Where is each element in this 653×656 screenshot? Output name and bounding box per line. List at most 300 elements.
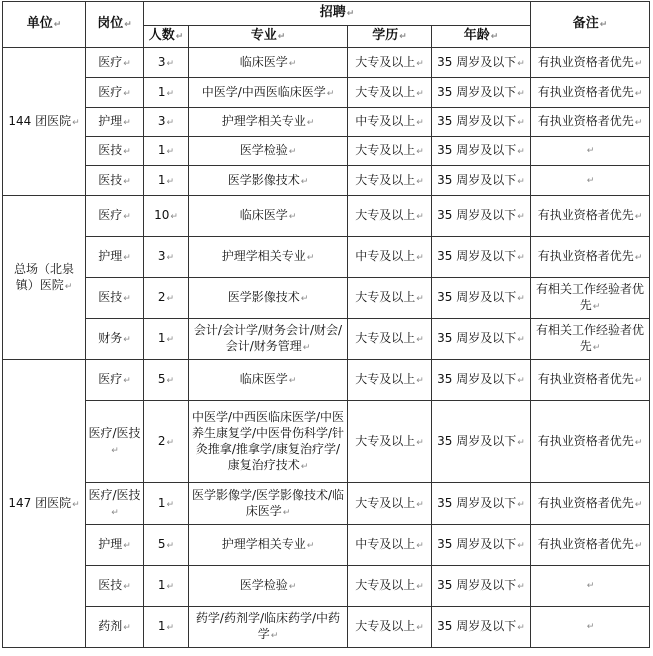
- paragraph-mark: ↵: [72, 499, 80, 510]
- note-cell: [531, 237, 650, 278]
- note-cell: [531, 360, 650, 401]
- paragraph-mark: ↵: [123, 118, 131, 128]
- note-text: 有执业资格者优先: [537, 433, 634, 448]
- post-cell: [86, 48, 144, 78]
- note-text: 有执业资格者优先: [537, 537, 634, 551]
- count-text: 1: [157, 619, 166, 633]
- education-cell: [348, 483, 432, 525]
- paragraph-mark: ↵: [166, 376, 175, 386]
- paragraph-mark: ↵: [416, 541, 424, 551]
- paragraph-mark: ↵: [302, 343, 311, 353]
- paragraph-mark: ↵: [326, 88, 335, 99]
- paragraph-mark: ↵: [64, 281, 73, 292]
- paragraph-mark: ↵: [166, 335, 175, 345]
- education-cell: [348, 137, 432, 166]
- count-cell: [144, 48, 189, 78]
- paragraph-mark: ↵: [517, 147, 525, 157]
- paragraph-mark: ↵: [123, 623, 131, 633]
- note-text: 有相关工作经验者优先: [535, 282, 644, 312]
- education-text: 大专及以上: [355, 208, 416, 222]
- paragraph-mark: ↵: [288, 58, 297, 69]
- count-text: 5: [157, 372, 166, 386]
- post-text: 医疗/医技: [88, 487, 141, 502]
- major-text: 药学/药剂学/临床药学/中药学: [195, 611, 341, 641]
- education-text: 大专及以上: [355, 578, 416, 592]
- header-count-label: 人数: [148, 28, 175, 43]
- note-text: 有执业资格者优先: [537, 54, 634, 69]
- paragraph-mark: ↵: [634, 58, 643, 69]
- post-cell: [86, 607, 144, 648]
- paragraph-mark: ↵: [399, 32, 407, 42]
- paragraph-mark: ↵: [123, 294, 131, 304]
- education-text: 大专及以上: [355, 372, 416, 386]
- count-cell: [144, 401, 189, 483]
- count-text: 3: [157, 54, 166, 69]
- note-cell: [531, 137, 650, 166]
- major-text: 中医学/中西医临床医学: [201, 84, 326, 99]
- count-cell: [144, 196, 189, 237]
- paragraph-mark: ↵: [166, 541, 175, 551]
- major-cell: [189, 319, 348, 360]
- major-text: 会计/会计学/财务会计/财会/会计/财务管理: [193, 323, 343, 353]
- major-text: 医学影像学/医学影像技术/临床医学: [191, 487, 345, 518]
- post-text: 医技: [98, 143, 123, 157]
- count-text: 2: [157, 290, 166, 304]
- note-text: 有执业资格者优先: [537, 114, 634, 128]
- paragraph-mark: ↵: [124, 20, 132, 30]
- table-row: [3, 196, 650, 237]
- major-text: 医学检验: [239, 143, 288, 157]
- age-text: 35 周岁及以下: [437, 578, 517, 592]
- note-text: 有执业资格者优先: [537, 372, 634, 386]
- paragraph-mark: ↵: [416, 212, 424, 222]
- count-text: 1: [157, 172, 166, 187]
- header-education: [348, 26, 432, 48]
- paragraph-mark: ↵: [634, 437, 643, 448]
- paragraph-mark: ↵: [517, 88, 525, 99]
- note-cell: [531, 78, 650, 108]
- unit-name: 总场（北泉镇）医院: [13, 261, 74, 292]
- paragraph-mark: ↵: [517, 253, 525, 263]
- header-major-label: 专业: [250, 28, 277, 43]
- education-text: 大专及以上: [355, 84, 416, 99]
- paragraph-mark: ↵: [517, 58, 525, 69]
- paragraph-mark: ↵: [288, 376, 297, 386]
- unit-cell: [3, 48, 86, 196]
- header-post: [86, 2, 144, 48]
- note-text: 有执业资格者优先: [537, 249, 634, 263]
- major-cell: [189, 137, 348, 166]
- major-text: 临床医学: [239, 208, 288, 222]
- education-text: 大专及以上: [355, 290, 416, 304]
- count-cell: [144, 319, 189, 360]
- age-text: 35 周岁及以下: [437, 114, 517, 128]
- paragraph-mark: ↵: [592, 343, 601, 353]
- paragraph-mark: ↵: [416, 335, 424, 345]
- paragraph-mark: ↵: [72, 117, 80, 128]
- post-text: 医技: [98, 290, 123, 304]
- major-cell: [189, 566, 348, 607]
- major-cell: [189, 166, 348, 196]
- post-cell: [86, 237, 144, 278]
- paragraph-mark: ↵: [592, 302, 601, 312]
- age-text: 35 周岁及以下: [437, 372, 517, 386]
- paragraph-mark: ↵: [277, 32, 286, 42]
- unit-name: 147 团医院: [8, 495, 72, 510]
- header-recruit: [144, 2, 531, 26]
- age-cell: [432, 78, 531, 108]
- paragraph-mark: ↵: [586, 622, 595, 632]
- note-text: 有执业资格者优先: [537, 84, 634, 99]
- header-note-label: 备注: [572, 16, 599, 31]
- table-row: [3, 237, 650, 278]
- paragraph-mark: ↵: [123, 88, 131, 99]
- paragraph-mark: ↵: [282, 507, 291, 518]
- education-text: 大专及以上: [355, 619, 416, 633]
- major-text: 临床医学: [239, 372, 288, 386]
- age-text: 35 周岁及以下: [437, 290, 517, 304]
- count-text: 1: [157, 84, 166, 99]
- count-text: 2: [157, 433, 166, 448]
- note-cell: [531, 607, 650, 648]
- age-text: 35 周岁及以下: [437, 619, 517, 633]
- paragraph-mark: ↵: [123, 58, 131, 69]
- table-row: [3, 137, 650, 166]
- education-cell: [348, 401, 432, 483]
- paragraph-mark: ↵: [416, 499, 424, 510]
- education-text: 大专及以上: [355, 433, 416, 448]
- major-text: 护理学相关专业: [221, 249, 306, 263]
- education-text: 大专及以上: [355, 495, 416, 510]
- post-cell: [86, 483, 144, 525]
- age-cell: [432, 566, 531, 607]
- age-cell: [432, 525, 531, 566]
- count-text: 10: [154, 208, 170, 222]
- paragraph-mark: ↵: [111, 445, 119, 456]
- note-cell: [531, 566, 650, 607]
- post-cell: [86, 566, 144, 607]
- education-cell: [348, 525, 432, 566]
- note-cell: [531, 278, 650, 319]
- paragraph-mark: ↵: [123, 147, 131, 157]
- count-cell: [144, 278, 189, 319]
- major-cell: [189, 237, 348, 278]
- paragraph-mark: ↵: [166, 253, 175, 263]
- post-cell: [86, 166, 144, 196]
- age-text: 35 周岁及以下: [437, 208, 517, 222]
- paragraph-mark: ↵: [270, 631, 279, 641]
- education-cell: [348, 607, 432, 648]
- education-cell: [348, 360, 432, 401]
- header-row-top: [3, 2, 650, 26]
- paragraph-mark: ↵: [517, 437, 525, 448]
- post-cell: [86, 278, 144, 319]
- education-text: 大专及以上: [355, 54, 416, 69]
- age-text: 35 周岁及以下: [437, 54, 517, 69]
- paragraph-mark: ↵: [586, 581, 595, 591]
- header-post-label: 岗位: [97, 16, 124, 31]
- note-text: 有执业资格者优先: [537, 208, 634, 222]
- education-cell: [348, 166, 432, 196]
- table-row: [3, 566, 650, 607]
- age-cell: [432, 137, 531, 166]
- note-cell: [531, 525, 650, 566]
- paragraph-mark: ↵: [416, 147, 424, 157]
- post-text: 护理: [98, 114, 123, 128]
- paragraph-mark: ↵: [517, 294, 525, 304]
- age-cell: [432, 48, 531, 78]
- major-cell: [189, 278, 348, 319]
- note-cell: [531, 48, 650, 78]
- count-cell: [144, 607, 189, 648]
- table-row: [3, 401, 650, 483]
- post-cell: [86, 78, 144, 108]
- age-cell: [432, 319, 531, 360]
- paragraph-mark: ↵: [490, 32, 499, 42]
- paragraph-mark: ↵: [416, 582, 424, 592]
- age-cell: [432, 607, 531, 648]
- header-recruit-label: 招聘: [319, 5, 346, 20]
- major-cell: [189, 196, 348, 237]
- paragraph-mark: ↵: [634, 376, 643, 386]
- paragraph-mark: ↵: [634, 541, 643, 551]
- paragraph-mark: ↵: [300, 176, 309, 187]
- paragraph-mark: ↵: [517, 499, 525, 510]
- post-text: 药剂: [98, 619, 123, 633]
- paragraph-mark: ↵: [416, 437, 424, 448]
- age-text: 35 周岁及以下: [437, 537, 517, 551]
- age-cell: [432, 483, 531, 525]
- unit-name: 144 团医院: [8, 113, 72, 128]
- paragraph-mark: ↵: [166, 623, 175, 633]
- paragraph-mark: ↵: [306, 541, 315, 551]
- count-cell: [144, 166, 189, 196]
- education-cell: [348, 566, 432, 607]
- major-text: 医学影像技术: [227, 172, 300, 187]
- age-text: 35 周岁及以下: [437, 331, 517, 345]
- education-text: 中专及以上: [355, 114, 416, 128]
- note-cell: [531, 196, 650, 237]
- education-text: 大专及以上: [355, 172, 416, 187]
- count-cell: [144, 137, 189, 166]
- major-cell: [189, 78, 348, 108]
- paragraph-mark: ↵: [416, 294, 424, 304]
- paragraph-mark: ↵: [300, 294, 309, 304]
- count-text: 3: [157, 249, 166, 263]
- paragraph-mark: ↵: [123, 582, 131, 592]
- education-cell: [348, 108, 432, 137]
- post-text: 医疗: [98, 84, 123, 99]
- paragraph-mark: ↵: [175, 32, 184, 42]
- post-text: 财务: [98, 331, 123, 345]
- paragraph-mark: ↵: [166, 499, 175, 510]
- major-cell: [189, 108, 348, 137]
- count-text: 3: [157, 114, 166, 128]
- age-text: 35 周岁及以下: [437, 433, 517, 448]
- major-cell: [189, 525, 348, 566]
- education-cell: [348, 319, 432, 360]
- paragraph-mark: ↵: [634, 253, 643, 263]
- paragraph-mark: ↵: [170, 212, 178, 222]
- post-cell: [86, 137, 144, 166]
- major-text: 医学影像技术: [227, 290, 300, 304]
- header-unit-label: 单位: [26, 16, 53, 31]
- count-cell: [144, 360, 189, 401]
- paragraph-mark: ↵: [166, 437, 175, 448]
- paragraph-mark: ↵: [634, 499, 643, 510]
- paragraph-mark: ↵: [123, 541, 131, 551]
- paragraph-mark: ↵: [288, 212, 297, 222]
- paragraph-mark: ↵: [166, 582, 175, 592]
- age-cell: [432, 196, 531, 237]
- paragraph-mark: ↵: [166, 294, 175, 304]
- paragraph-mark: ↵: [166, 147, 175, 157]
- post-text: 医技: [98, 172, 123, 187]
- count-text: 1: [157, 578, 166, 592]
- paragraph-mark: ↵: [123, 176, 131, 187]
- paragraph-mark: ↵: [166, 88, 175, 99]
- age-text: 35 周岁及以下: [437, 172, 517, 187]
- table-row: [3, 607, 650, 648]
- table-row: [3, 525, 650, 566]
- note-cell: [531, 166, 650, 196]
- post-text: 医疗/医技: [88, 425, 141, 440]
- recruitment-table: [2, 1, 650, 648]
- age-cell: [432, 166, 531, 196]
- major-cell: [189, 401, 348, 483]
- unit-cell: [3, 360, 86, 648]
- post-text: 护理: [98, 249, 123, 263]
- age-text: 35 周岁及以下: [437, 143, 517, 157]
- paragraph-mark: ↵: [166, 176, 175, 187]
- paragraph-mark: ↵: [288, 147, 297, 157]
- table-row: [3, 360, 650, 401]
- post-text: 护理: [98, 537, 123, 551]
- age-text: 35 周岁及以下: [437, 495, 517, 510]
- header-age: [432, 26, 531, 48]
- note-cell: [531, 108, 650, 137]
- note-cell: [531, 483, 650, 525]
- header-unit: [3, 2, 86, 48]
- table-row: [3, 483, 650, 525]
- note-cell: [531, 401, 650, 483]
- paragraph-mark: ↵: [416, 376, 424, 386]
- count-text: 5: [157, 537, 166, 551]
- paragraph-mark: ↵: [517, 176, 525, 187]
- education-cell: [348, 278, 432, 319]
- paragraph-mark: ↵: [53, 20, 62, 30]
- header-age-label: 年龄: [463, 28, 490, 43]
- post-cell: [86, 196, 144, 237]
- post-cell: [86, 108, 144, 137]
- paragraph-mark: ↵: [288, 582, 297, 592]
- table-row: [3, 319, 650, 360]
- paragraph-mark: ↵: [634, 212, 643, 222]
- age-text: 35 周岁及以下: [437, 84, 517, 99]
- count-cell: [144, 566, 189, 607]
- paragraph-mark: ↵: [300, 461, 309, 472]
- paragraph-mark: ↵: [306, 253, 315, 263]
- count-cell: [144, 237, 189, 278]
- paragraph-mark: ↵: [634, 118, 643, 128]
- count-text: 1: [157, 495, 166, 510]
- age-cell: [432, 108, 531, 137]
- header-education-label: 学历: [372, 28, 399, 43]
- paragraph-mark: ↵: [634, 88, 643, 99]
- paragraph-mark: ↵: [123, 335, 131, 345]
- paragraph-mark: ↵: [111, 507, 119, 518]
- count-cell: [144, 78, 189, 108]
- table-row: [3, 48, 650, 78]
- education-text: 大专及以上: [355, 331, 416, 345]
- paragraph-mark: ↵: [166, 58, 175, 69]
- paragraph-mark: ↵: [517, 335, 525, 345]
- paragraph-mark: ↵: [416, 623, 424, 633]
- post-text: 医疗: [98, 372, 123, 386]
- paragraph-mark: ↵: [517, 212, 525, 222]
- paragraph-mark: ↵: [599, 20, 608, 30]
- paragraph-mark: ↵: [517, 376, 525, 386]
- paragraph-mark: ↵: [517, 623, 525, 633]
- paragraph-mark: ↵: [416, 118, 424, 128]
- paragraph-mark: ↵: [416, 88, 424, 99]
- major-text: 护理学相关专业: [221, 114, 306, 128]
- unit-cell: [3, 196, 86, 360]
- major-text: 医学检验: [239, 578, 288, 592]
- paragraph-mark: ↵: [123, 253, 131, 263]
- major-cell: [189, 360, 348, 401]
- education-text: 大专及以上: [355, 143, 416, 157]
- count-text: 1: [157, 143, 166, 157]
- education-cell: [348, 196, 432, 237]
- paragraph-mark: ↵: [517, 118, 525, 128]
- header-note: [531, 2, 650, 48]
- post-cell: [86, 360, 144, 401]
- post-text: 医技: [98, 578, 123, 592]
- major-text: 临床医学: [239, 54, 288, 69]
- paragraph-mark: ↵: [306, 118, 315, 128]
- paragraph-mark: ↵: [346, 9, 355, 19]
- paragraph-mark: ↵: [517, 541, 525, 551]
- table-row: [3, 166, 650, 196]
- post-cell: [86, 319, 144, 360]
- table-row: [3, 278, 650, 319]
- note-text: 有相关工作经验者优先: [535, 323, 644, 353]
- age-cell: [432, 237, 531, 278]
- education-text: 中专及以上: [355, 249, 416, 263]
- age-text: 35 周岁及以下: [437, 249, 517, 263]
- paragraph-mark: ↵: [416, 58, 424, 69]
- major-cell: [189, 607, 348, 648]
- major-text: 护理学相关专业: [221, 537, 306, 551]
- paragraph-mark: ↵: [517, 582, 525, 592]
- education-cell: [348, 237, 432, 278]
- education-cell: [348, 78, 432, 108]
- paragraph-mark: ↵: [416, 176, 424, 187]
- post-text: 医疗: [98, 54, 123, 69]
- age-cell: [432, 401, 531, 483]
- paragraph-mark: ↵: [123, 212, 131, 222]
- post-cell: [86, 401, 144, 483]
- note-text: 有执业资格者优先: [537, 495, 634, 510]
- note-cell: [531, 319, 650, 360]
- table-row: [3, 108, 650, 137]
- age-cell: [432, 278, 531, 319]
- count-text: 1: [157, 331, 166, 345]
- table-body: [3, 2, 650, 648]
- paragraph-mark: ↵: [586, 175, 595, 186]
- count-cell: [144, 108, 189, 137]
